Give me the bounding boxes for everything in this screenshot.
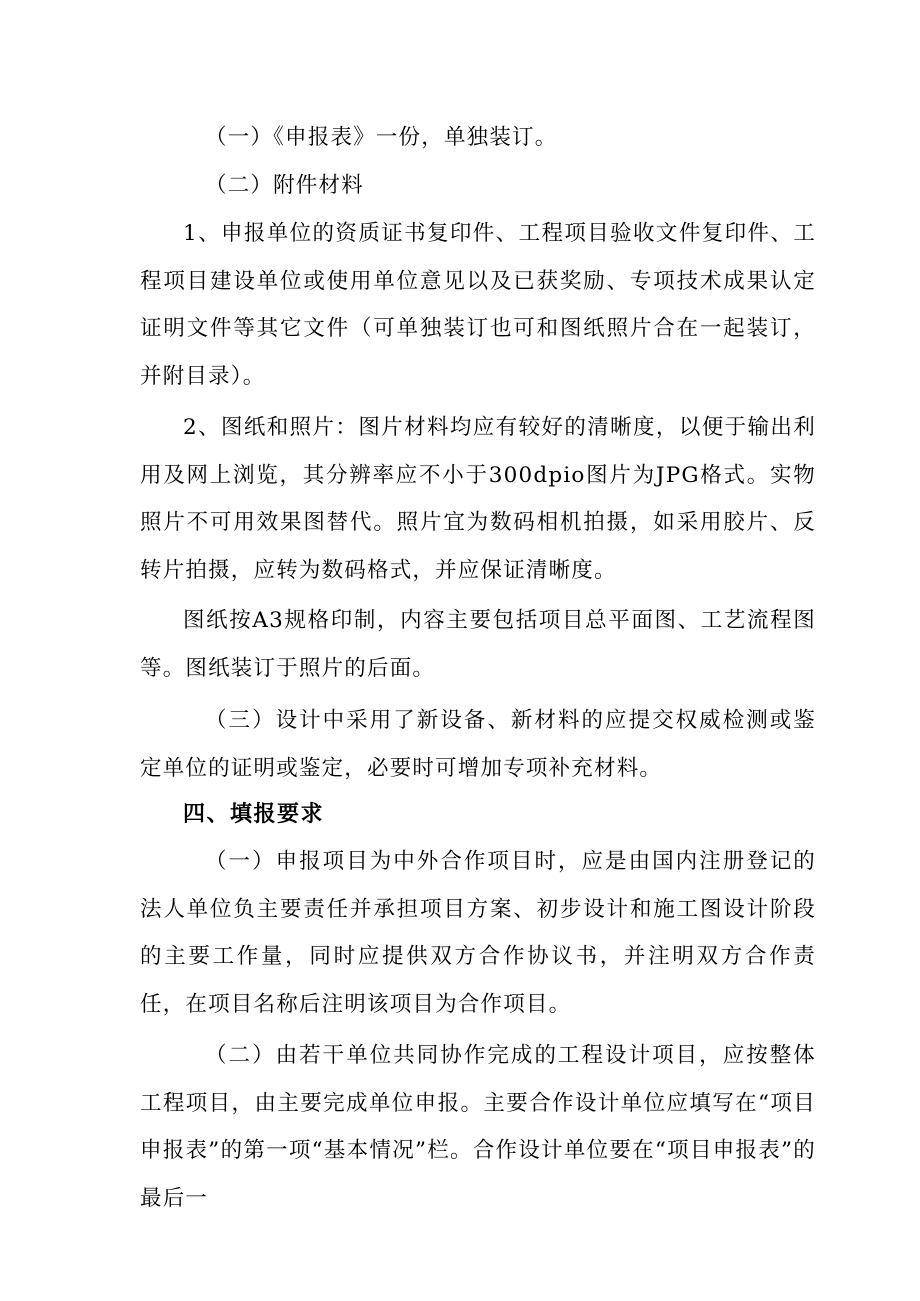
paragraph-item-3: （三）设计中采用了新设备、新材料的应提交权威检测或鉴定单位的证明或鉴定，必要时可增加专项补充材料。 bbox=[140, 708, 816, 781]
paragraph-drawings: 图纸按A3规格印制，内容主要包括项目总平面图、工艺流程图等。图纸装订于照片的后面。 bbox=[140, 608, 816, 681]
paragraph-application-form: （一）《申报表》一份，单独装订。 bbox=[205, 125, 558, 150]
paragraph-item-2: 2、图纸和照片：图片材料均应有较好的清晰度，以便于输出利用及网上浏览，其分辨率应不小于300dpio图片为JPG格式。实物照片不可用效果图替代。照片宜为数码相机拍摄，如采用胶片、反转片拍摄，应转为数码格式，并应保证清晰度。 bbox=[140, 415, 816, 583]
paragraph-requirement-1: （一）申报项目为中外合作项目时，应是由国内注册登记的法人单位负主要责任并承担项目方案、初步设计和施工图设计阶段的主要工作量，同时应提供双方合作协议书，并注明双方合作责任，在项目名称后注明该项目为合作项目。 bbox=[140, 849, 816, 1017]
paragraph-requirement-2: （二）由若干单位共同协作完成的工程设计项目，应按整体工程项目，由主要完成单位申报。主要合作设计单位应填写在“项目申报表”的第一项“基本情况”栏。合作设计单位要在“项目申报表”的最后一 bbox=[140, 1043, 816, 1211]
paragraph-attachments: （二）附件材料 bbox=[205, 173, 364, 198]
section-heading: 四、填报要求 bbox=[183, 802, 325, 827]
paragraph-item-1: 1、申报单位的资质证书复印件、工程项目验收文件复印件、工程项目建设单位或使用单位意见以及已获奖励、专项技术成果认定证明文件等其它文件（可单独装订也可和图纸照片合在一起装订，并附目录）。 bbox=[140, 221, 816, 389]
